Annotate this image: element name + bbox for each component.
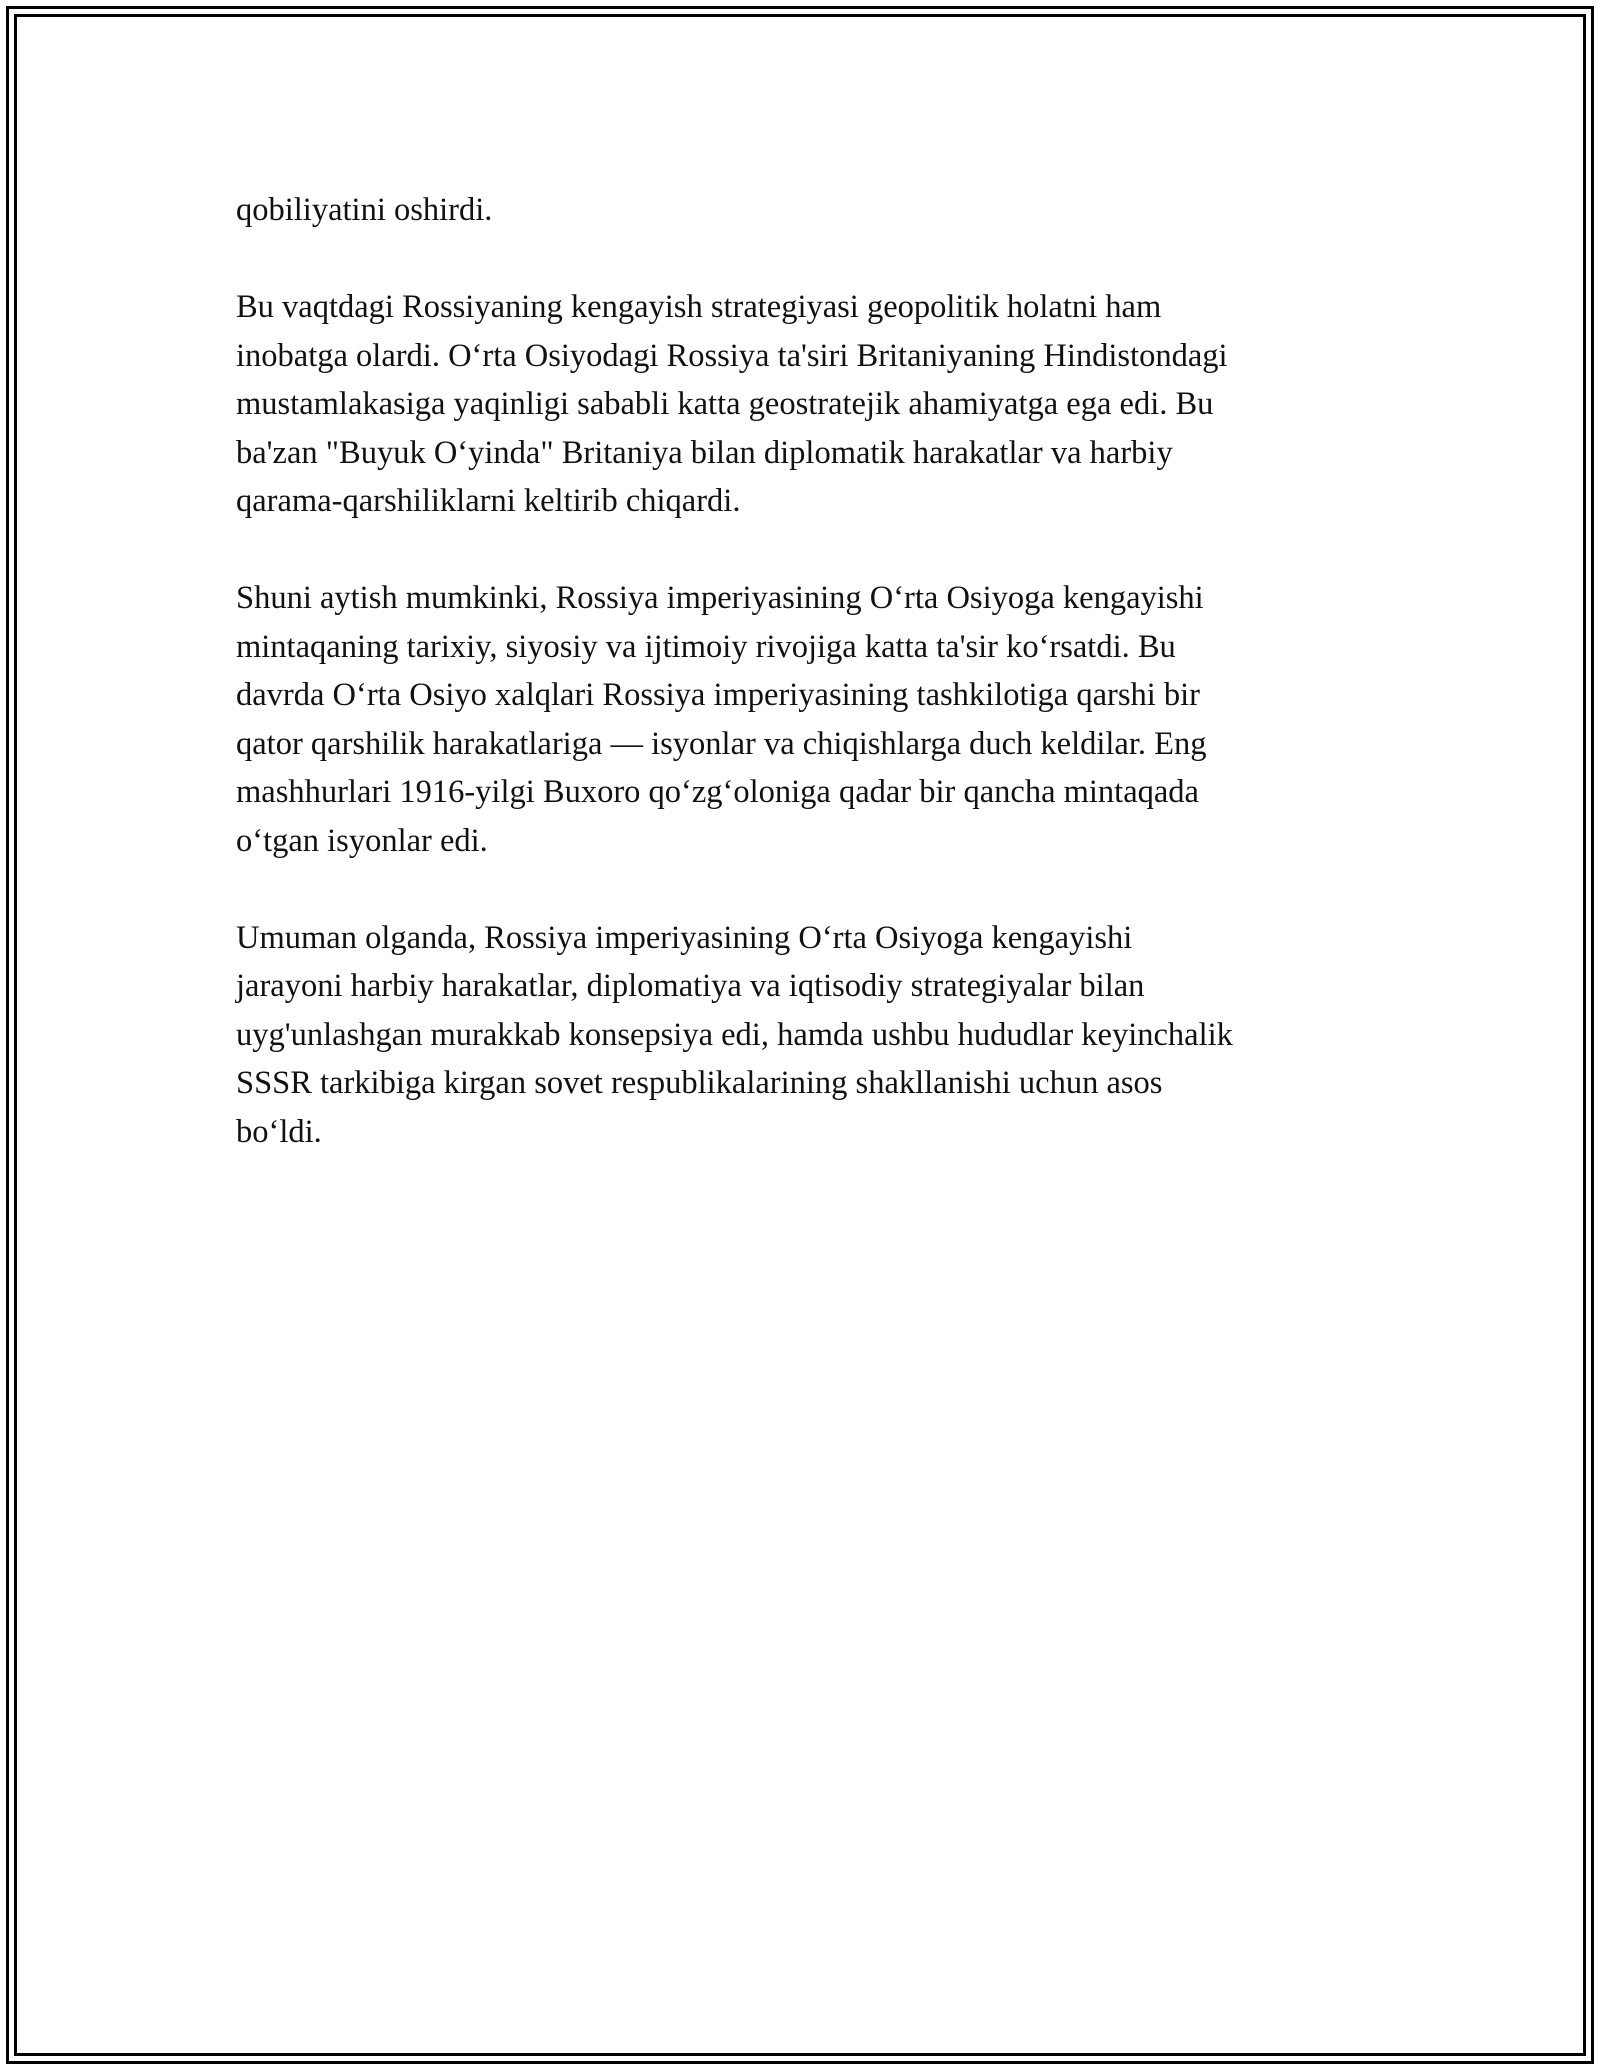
paragraph-1: qobiliyatini oshirdi. [236,192,493,228]
document-body [236,186,1376,1205]
paragraph-2: Bu vaqtdagi Rossiyaning kengayish strategiyasi geopolitik holatni ham inobatga olardi. O‘rta Osiyodagi Rossiya ta'siri Britaniyaning Hindistondagi mustamlakasiga yaqinligi sababli katta geostratejik ahamiyatga ega edi. Bu ba'zan "Buyuk O‘yinda" Britaniya bilan diplomatik harakatlar va harbiy qarama-qarshiliklarni keltirib chiqardi. [236,289,1228,519]
paragraph-3: Shuni aytish mumkinki, Rossiya imperiyasining O‘rta Osiyoga kengayishi mintaqaning tarixiy, siyosiy va ijtimoiy rivojiga katta ta'sir ko‘rsatdi. Bu davrda O‘rta Osiyo xalqlari Rossiya imperiyasining tashkilotiga qarshi bir qator qarshilik harakatlariga — isyonlar va chiqishlarga duch keldilar. Eng mashhurlari 1916-yilgi Buxoro qo‘zg‘oloniga qadar bir qancha mintaqada o‘tgan isyonlar edi. [236,580,1207,859]
paragraph-4: Umuman olganda, Rossiya imperiyasining O‘rta Osiyoga kengayishi jarayoni harbiy harakatlar, diplomatiya va iqtisodiy strategiyalar bilan uyg'unlashgan murakkab konsepsiya edi, hamda ushbu hududlar keyinchalik SSSR tarkibiga kirgan sovet respublikalarining shakllanishi uchun asos bo‘ldi. [236,919,1233,1150]
